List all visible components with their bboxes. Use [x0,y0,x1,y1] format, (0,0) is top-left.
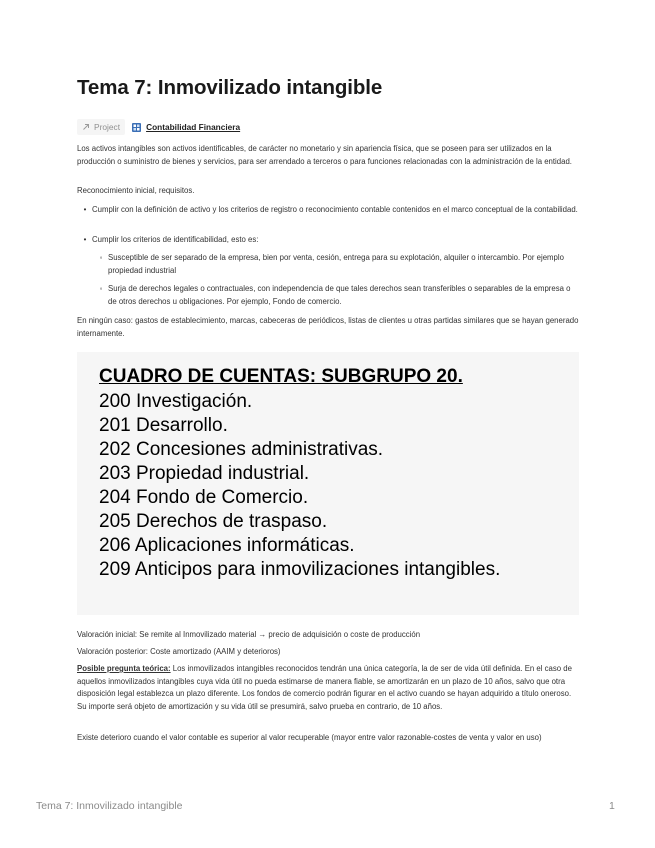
list-item: • Cumplir con la definición de activo y los criterios de registro o reconocimiento contable contenidos en el marco conceptual de la contabilidad. [92,204,579,217]
cuenta-item: 204 Fondo de Comercio. [99,487,309,508]
database-icon [132,123,141,132]
cuenta-item: 203 Propiedad industrial. [99,463,310,484]
property-row [77,118,240,136]
cuenta-item: 209 Anticipos para inmovilizaciones intangibles. [99,559,501,580]
cuadro-de-cuentas-image [77,352,579,615]
cuadro-title: CUADRO DE CUENTAS: SUBGRUPO 20. [99,366,463,387]
cuenta-item: 201 Desarrollo. [99,415,228,436]
valoracion-posterior: Valoración posterior: Coste amortizado (AAIM y deterioros) [77,647,281,656]
page-number: 1 [609,800,615,812]
list-item: • Cumplir los criterios de identificabilidad, esto es: [92,234,579,247]
intro-paragraph: Los activos intangibles son activos identificables, de carácter no monetario y sin apariencia física, que se poseen para ser utilizados en la producción o suministro de bienes y servicios, para ser arrendado a terceros o para funciones relacionadas con la administración de la entidad. [77,144,572,166]
ningun-caso-paragraph: En ningún caso: gastos de establecimiento, marcas, cabeceras de periódicos, listas de clientes u otras partidas similares que se hayan generado internamente. [77,316,579,338]
circle-bullet-icon: ◦ [99,253,103,262]
sub-list-item: ◦ Surja de derechos legales o contractuales, con independencia de que tales derechos sean transferibles o separables de la empresa o de otros derechos u obligaciones. Por ejemplo, Fondo de comercio. [99,284,571,306]
bullet-icon: • [83,205,87,214]
arrow-northeast-icon [82,123,90,131]
property-value-link[interactable]: Contabilidad Financiera [132,122,240,132]
cuenta-item: 202 Concesiones administrativas. [99,439,384,460]
pregunta-label: Posible pregunta teórica: [77,664,171,673]
deterioro-paragraph: Existe deterioro cuando el valor contable es superior al valor recuperable (mayor entre valor razonable-costes de venta y valor en uso) [77,733,542,742]
pregunta-teorica-paragraph [77,663,579,714]
valoracion-inicial: Valoración inicial: Se remite al Inmovilizado material → precio de adquisición o coste de producción [77,630,421,639]
footer-title: Tema 7: Inmovilizado intangible [36,800,183,812]
requisitos-heading: Reconocimiento inicial, requisitos. [77,186,195,195]
cuenta-item: 200 Investigación. [99,391,253,412]
page-title: Tema 7: Inmovilizado intangible [77,76,383,99]
bullet-icon: • [83,235,87,244]
property-label: Project [77,119,125,135]
cuenta-item: 206 Aplicaciones informáticas. [99,535,355,556]
sub-list-item: ◦ Susceptible de ser separado de la empresa, bien por venta, cesión, entrega para su explotación, alquiler o intercambio. Por ejemplo propiedad industrial [99,253,564,275]
cuenta-item: 205 Derechos de traspaso. [99,511,328,532]
circle-bullet-icon: ◦ [99,284,103,293]
pregunta-text: Los inmovilizados intangibles reconocidos tendrán una única categoría, la de ser de vida útil definida. En el caso de aquellos inmovilizados intangibles cuya vida útil no pueda estimarse de manera fiable, se amortizarán en un plazo de 10 años, salvo que otra disposición legal establezca un plazo diferente. Los fondos de comercio podrán figurar en el activo cuando se hayan adquirido a título oneroso. Su importe será objeto de amortización y su vida útil se presumirá, salvo prueba en contrario, de 10 años. [77,664,572,712]
